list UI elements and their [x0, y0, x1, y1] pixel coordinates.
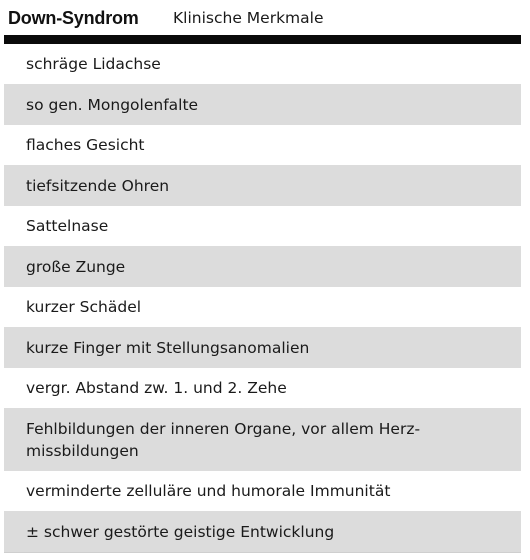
list-item	[4, 206, 521, 246]
list-item-text: tiefsitzende Ohren	[26, 176, 170, 195]
list-item	[4, 44, 521, 84]
feature-list	[4, 44, 521, 553]
list-item	[4, 125, 521, 165]
list-item-text: ± schwer gestörte geistige Entwicklung	[26, 522, 335, 541]
list-item	[4, 246, 521, 287]
list-item	[4, 84, 521, 125]
list-item	[4, 165, 521, 206]
list-item-text: Fehlbildungen der inneren Organe, vor allem Herz-missbildungen	[26, 419, 421, 460]
list-item-text: so gen. Mongolenfalte	[26, 95, 199, 114]
list-item	[4, 327, 521, 368]
table-title: Down-Syndrom	[8, 8, 139, 28]
list-item-text: kurze Finger mit Stellungsanomalien	[26, 338, 310, 357]
list-item	[4, 471, 521, 511]
list-item	[4, 368, 521, 408]
table-subtitle: Klinische Merkmale	[173, 9, 324, 27]
list-item-text: vergr. Abstand zw. 1. und 2. Zehe	[26, 379, 287, 397]
list-item-text: Sattelnase	[26, 217, 109, 235]
table-header	[0, 0, 530, 36]
list-item	[4, 511, 521, 552]
list-item	[4, 287, 521, 327]
list-item-text: flaches Gesicht	[26, 136, 145, 154]
list-item	[4, 408, 521, 471]
list-item-text: kurzer Schädel	[26, 298, 142, 316]
list-item-text: große Zunge	[26, 257, 126, 276]
list-item-text: verminderte zelluläre und humorale Immunität	[26, 482, 391, 500]
header-rule	[4, 35, 521, 44]
list-item-text: schräge Lidachse	[26, 55, 161, 73]
